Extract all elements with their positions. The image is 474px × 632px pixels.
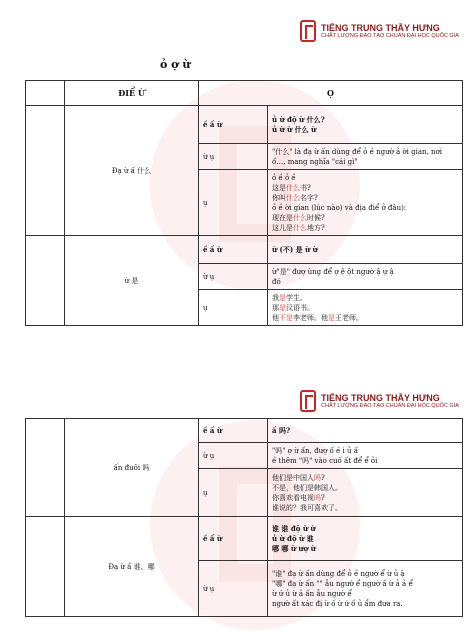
header-cell-point: ĐIỂ Ừ bbox=[65, 81, 199, 106]
example-label: ụ bbox=[199, 469, 268, 517]
usage-cell bbox=[268, 144, 463, 170]
example-label: ụ bbox=[199, 290, 268, 326]
header-cell-content: Ọ bbox=[199, 81, 463, 106]
example-sentence: 你叫什么名字? bbox=[272, 193, 318, 202]
usage-text: "哪" đạ ừ ấn "" ẫu ngườ ể ngườ ấ ừ ả ả ể bbox=[272, 579, 413, 588]
usage-text: ngườ ất xác đị ừ ố ừ ứ ố ủ ẩm đưa ra. bbox=[272, 599, 403, 608]
example-note: ỏ ề ỏ ề bbox=[272, 173, 296, 182]
example-sentence: 那是汉语书。 bbox=[272, 303, 314, 312]
example-cell bbox=[268, 170, 463, 236]
structure-label: ề ấ ừ bbox=[199, 419, 268, 443]
table-row bbox=[26, 419, 463, 443]
usage-cell bbox=[268, 561, 463, 617]
example-sentence: 他不是李老师。他是王老师。 bbox=[272, 313, 363, 322]
example-sentence: 这是什么书? bbox=[272, 183, 311, 192]
structure-label: ề ấ ừ bbox=[199, 236, 268, 264]
usage-text: "谁" đạ ừ ấn dùng để ỏ ề ngườ ể ừ ủ ặ bbox=[272, 569, 405, 578]
structure-text: ủ ừ độ ừ 什么? bbox=[272, 114, 325, 124]
structure-text: ấ 吗? bbox=[272, 425, 291, 435]
structure-text: ủ ừ ừ 什么 ừ bbox=[272, 124, 317, 134]
usage-label: ừ ụ bbox=[199, 443, 268, 469]
usage-text: ố…, mang nghĩa "cái gì" bbox=[272, 157, 358, 166]
brand-header bbox=[300, 390, 459, 412]
grammar-table-1 bbox=[25, 80, 463, 326]
usage-text: ừ ứ ủ ừ ả ấn ẫu ngườ ể bbox=[272, 589, 352, 598]
structure-text: ủ ừ độ ừ 谁 bbox=[272, 533, 314, 543]
grammar-point-label: ừ 是 bbox=[65, 236, 199, 326]
grammar-point-label: ấn đuôi 吗 bbox=[65, 419, 199, 517]
table-row bbox=[26, 236, 463, 264]
grammar-point-label: Đạ ừ ấ 什么 bbox=[65, 106, 199, 236]
table-row bbox=[26, 106, 463, 144]
structure-cell bbox=[268, 517, 463, 561]
example-sentence: 你喜欢看电视吗? bbox=[272, 493, 325, 502]
row-index-cell bbox=[26, 517, 65, 617]
usage-cell bbox=[268, 264, 463, 290]
structure-cell bbox=[268, 419, 463, 443]
structure-cell bbox=[268, 106, 463, 144]
row-index-cell bbox=[26, 236, 65, 326]
row-index-cell bbox=[26, 106, 65, 236]
header-cell-blank bbox=[26, 81, 65, 106]
brand-name: TIẾNG TRUNG THẦY HƯNG bbox=[321, 22, 440, 33]
example-sentence: 他们是中国人吗? bbox=[272, 473, 325, 482]
usage-text: "吗" ợ ừ ấn, đượ ố ề i ủ ấ bbox=[272, 446, 359, 455]
table-row bbox=[26, 517, 463, 561]
usage-label: ừ ụ bbox=[199, 264, 268, 290]
grammar-point-label: Đạ ừ ấ 谁、哪 bbox=[65, 517, 199, 617]
example-sentence: 不是，他们是韩国人。 bbox=[272, 483, 342, 492]
brand-logo-icon bbox=[300, 20, 316, 42]
page-title: ỏ ợ ừ bbox=[160, 58, 191, 71]
example-sentence: 谁说的？我可喜欢了。 bbox=[272, 503, 342, 512]
brand-header bbox=[300, 20, 459, 42]
example-sentence: 这儿是什么地方? bbox=[272, 223, 325, 232]
structure-text: 谁 谁 độ ừ ừ bbox=[272, 523, 316, 533]
usage-label: ừ ụ bbox=[199, 561, 268, 617]
usage-text: ừ"是" đượ ùng để ợ ệ ột ngườ ậ ự ậ bbox=[272, 267, 394, 276]
example-cell bbox=[268, 290, 463, 326]
brand-subtitle: CHẤT LƯỢNG ĐÀO TẠO CHUẨN ĐẠI HỌC QUỐC GIA bbox=[321, 32, 459, 39]
brand-subtitle: CHẤT LƯỢNG ĐÀO TẠO CHUẨN ĐẠI HỌC QUỐC GIA bbox=[321, 402, 459, 409]
grammar-table-2 bbox=[25, 418, 463, 617]
example-sentence: 我是学生。 bbox=[272, 293, 307, 302]
example-cell bbox=[268, 469, 463, 517]
usage-cell bbox=[268, 443, 463, 469]
example-label: ụ bbox=[199, 170, 268, 236]
structure-cell bbox=[268, 236, 463, 264]
structure-text: ừ (不) 是 ừ ừ bbox=[272, 244, 318, 254]
structure-label: ề ấ ừ bbox=[199, 106, 268, 144]
row-index-cell bbox=[26, 419, 65, 517]
usage-label: ừ ụ bbox=[199, 144, 268, 170]
usage-text: "什么" là đạ ừ ấn dùng để ỏ ề ngườ ả ời gian, nơi bbox=[272, 147, 442, 156]
usage-text: ề thêm "吗" vào cuố ất để ể ỏi bbox=[272, 456, 378, 465]
document-page-2 bbox=[0, 380, 474, 632]
structure-label: ề ấ ừ bbox=[199, 517, 268, 561]
table-header-row bbox=[26, 81, 463, 106]
example-note: ỏ ề ời gian (lúc nào) và địa điể ở đâu): bbox=[272, 203, 407, 212]
brand-logo-icon bbox=[300, 390, 316, 412]
example-sentence: 现在是什么时候? bbox=[272, 213, 325, 222]
structure-text: 哪 哪 ừ ượ ừ bbox=[272, 543, 316, 553]
brand-name: TIẾNG TRUNG THẦY HƯNG bbox=[321, 392, 440, 403]
usage-text: đó bbox=[272, 277, 281, 286]
